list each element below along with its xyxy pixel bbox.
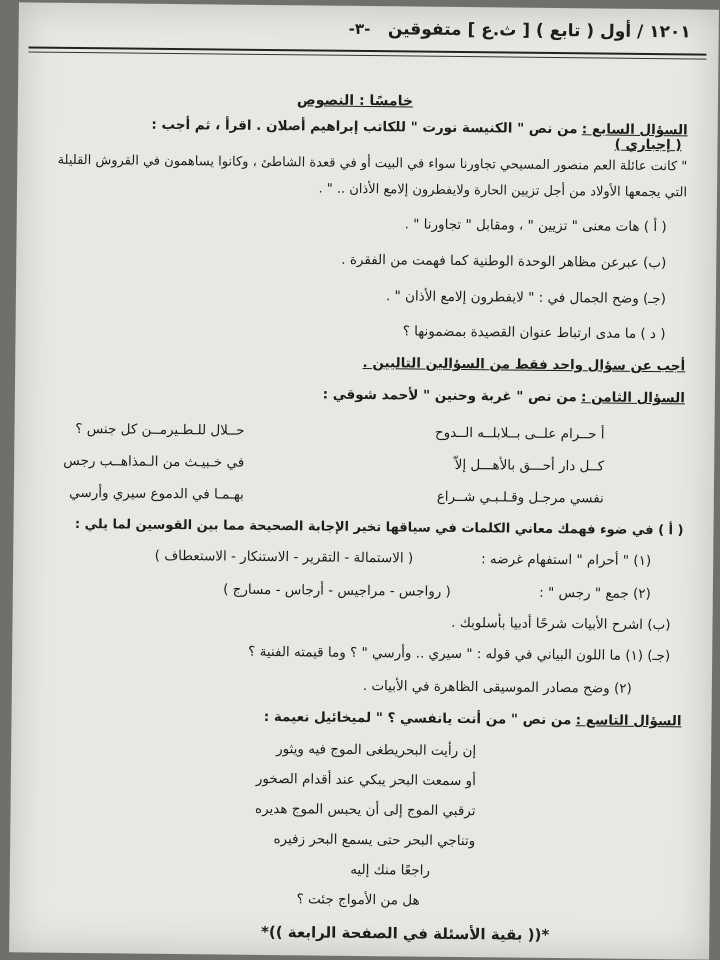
q8-part-a-intro: ( أ ) في ضوء فهمك معاني الكلمات في سياقها تخير الإجابة الصحيحة مما بين القوسين لما يلي : xyxy=(74,516,684,539)
footer-note: *(( بقية الأسئلة في الصفحة الرابعة ))* xyxy=(260,922,550,944)
q8-verse3-right: نفسي مرجـل وقـلـبـي شــراع xyxy=(436,488,604,507)
q7-heading: السؤال السابع : xyxy=(581,121,688,139)
q8-part-c1: (جـ) (١) ما اللون البياني في قوله : " سيري .. وأرسي " ؟ وما قيمته الفنية ؟ xyxy=(248,643,671,665)
q9-line3: ترقبي الموج إلى أن يحبس الموج هديره xyxy=(254,800,476,820)
q8-verse2-right: كــل دار أحـــق بالأهـــل إلاّ xyxy=(454,456,605,475)
q9-heading: السؤال التاسع : xyxy=(575,712,682,730)
q7-mandatory: ( إجباري ) xyxy=(614,136,682,154)
q7-part-b: (ب) عبرعن مظاهر الوحدة الوطنية كما فهمت من الفقرة . xyxy=(341,251,667,272)
q8-a2: (٢) جمع " رجس " : xyxy=(539,584,651,603)
q8-verse1-right: أ حــرام علــى بــلابلــه الــدوح xyxy=(434,424,605,443)
q7-passage-line2: التي يجمعها الأولاد من أجل تزيين الحارة ولايفطرون إلامع الأذان .. " . xyxy=(318,181,688,201)
q9-line2: أو سمعت البحر يبكي عند أقدام الصخور xyxy=(255,770,476,790)
q9-intro: من نص " من أنت يانفسي ؟ " لميخائيل نعيمة : xyxy=(263,708,572,729)
q9-line4: وتناجي البحر حتى يسمع البحر زفيره xyxy=(273,831,476,850)
choose-one-instruction: أجب عن سؤال واحد فقط من السؤالين التاليين . xyxy=(362,354,686,375)
q8-heading-line xyxy=(323,387,685,408)
q8-heading: السؤال الثامن : xyxy=(580,389,685,407)
q8-part-b: (ب) اشرح الأبيات شرحًا أدبيا بأسلوبك . xyxy=(451,614,671,634)
q9-line6: هل من الأمواج جئت ؟ xyxy=(296,891,420,909)
q9-line1: إن رأيت البحريطغى الموج فيه ويثور xyxy=(276,741,477,760)
q7-part-d: ( د ) ما مدى ارتباط عنوان القصيدة بمضمونها ؟ xyxy=(402,323,666,343)
q8-intro: من نص " غربة وحنين " لأحمد شوقي : xyxy=(322,386,577,406)
q7-part-a: ( أ ) هات معنى " تزيين " ، ومقابل " تجاورنا " . xyxy=(404,216,667,236)
q7-intro: من نص " الكنيسة نورت " للكاتب إبراهيم أصلان . اقرأ ، ثم أجب : xyxy=(151,116,578,138)
q7-part-c: (جـ) وضح الجمال في : " لايفطرون إلامع الأذان " . xyxy=(385,288,667,308)
q8-verse2-left: في خـبيـث من الـمذاهــب رجس xyxy=(63,452,245,471)
q8-a1: (١) " أحرام " استفهام غرضه : xyxy=(481,551,652,570)
q7-heading-line xyxy=(151,117,687,140)
q8-verse3-left: بهـمـا في الدموع سيري وأرسي xyxy=(69,484,244,503)
q8-part-c2: (٢) وضح مصادر الموسيقى الظاهرة في الأبيات . xyxy=(362,677,632,697)
q9-line5: راجعًا منك إليه xyxy=(350,861,431,879)
exam-page xyxy=(9,2,719,959)
q8-a2-options: ( رواجس - مراجيس - أرجاس - مسارج ) xyxy=(223,581,451,600)
section-title: خامسًا : النصوص xyxy=(296,92,414,110)
q9-heading-line xyxy=(264,709,682,731)
page-number: -٣- xyxy=(348,19,371,39)
exam-paper xyxy=(9,2,719,959)
q8-a1-options: ( الاستمالة - التقرير - الاستنكار - الاستعطاف ) xyxy=(154,547,414,567)
q7-passage-line1: " كانت عائلة العم منصور المسيحي تجاورنا سواء في البيت أو في قعدة الشاطئ ، وكانوا يساهمون في القروش القليلة xyxy=(57,152,688,175)
exam-code: ١٢٠١ / أول ( تابع ) [ ث.ع ] متفوقين xyxy=(387,19,691,43)
q8-verse1-left: حــلال للـطـيرمــن كل جنس ؟ xyxy=(75,420,245,439)
